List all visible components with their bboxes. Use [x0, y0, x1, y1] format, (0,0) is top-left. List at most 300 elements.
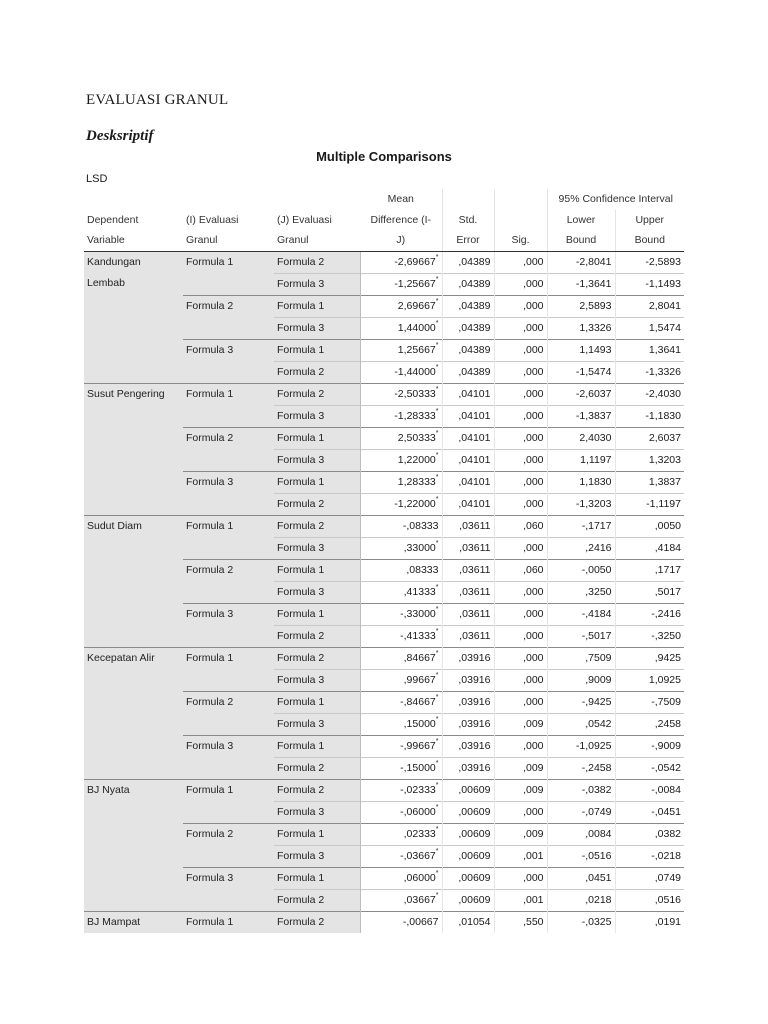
header-mean-diff-1: Mean	[360, 189, 442, 210]
header-mean-diff-2: Difference (I-	[360, 210, 442, 231]
significance-star: *	[435, 649, 439, 657]
lower-bound-cell: -1,0925	[547, 735, 615, 757]
significance-star: *	[435, 407, 439, 415]
mean-difference-value: ,02333	[403, 827, 436, 840]
lower-bound-cell: -,0516	[547, 845, 615, 867]
mean-difference-value: -,84667	[400, 695, 436, 708]
j-evaluasi-cell: Formula 2	[274, 383, 360, 405]
mean-difference-value: ,15000	[403, 717, 436, 730]
sig-cell: ,000	[494, 537, 547, 559]
mean-difference-value: ,06000	[403, 871, 436, 884]
j-evaluasi-cell: Formula 1	[274, 867, 360, 889]
upper-bound-cell: -2,4030	[615, 383, 684, 405]
significance-star: *	[435, 627, 439, 635]
header-row-1	[84, 189, 684, 210]
lower-bound-cell: -,4184	[547, 603, 615, 625]
sig-cell: ,009	[494, 713, 547, 735]
j-evaluasi-cell: Formula 1	[274, 735, 360, 757]
i-evaluasi-cell: Formula 1	[183, 647, 274, 691]
lower-bound-cell: ,7509	[547, 647, 615, 669]
sig-cell: ,000	[494, 317, 547, 339]
mean-difference-cell	[360, 449, 442, 471]
significance-star: *	[435, 781, 439, 789]
mean-difference-cell	[360, 273, 442, 295]
j-evaluasi-cell: Formula 1	[274, 339, 360, 361]
sig-cell: ,000	[494, 603, 547, 625]
sig-cell: ,000	[494, 691, 547, 713]
sig-cell: ,000	[494, 581, 547, 603]
lower-bound-cell: -1,5474	[547, 361, 615, 383]
std-error-cell: ,04389	[442, 317, 494, 339]
mean-difference-cell	[360, 317, 442, 339]
std-error-cell: ,00609	[442, 867, 494, 889]
header-confidence-interval: 95% Confidence Interval	[558, 193, 673, 206]
i-evaluasi-cell: Formula 2	[183, 559, 274, 603]
header-dependent-1	[84, 189, 183, 210]
mean-difference-value: 1,28333	[397, 475, 436, 488]
significance-star: *	[435, 297, 439, 305]
mean-difference-value: ,03667	[403, 893, 436, 906]
table-row	[84, 911, 684, 933]
i-evaluasi-cell: Formula 1	[183, 251, 274, 295]
header-lower-2: Bound	[547, 230, 615, 251]
significance-star: *	[435, 737, 439, 745]
header-upper-1: Upper	[635, 213, 665, 226]
mean-difference-cell	[360, 647, 442, 669]
mean-difference-value: -1,44000	[394, 365, 436, 378]
mean-difference-cell	[360, 493, 442, 515]
i-evaluasi-cell: Formula 2	[183, 427, 274, 471]
header-sig-1	[494, 189, 547, 210]
j-evaluasi-cell: Formula 3	[274, 405, 360, 427]
mean-difference-value: 1,44000	[397, 321, 436, 334]
mean-difference-cell	[360, 713, 442, 735]
lower-bound-cell: ,2416	[547, 537, 615, 559]
upper-bound-cell: -,7509	[615, 691, 684, 713]
mean-difference-cell	[360, 559, 442, 581]
mean-difference-value: -,08333	[402, 519, 439, 532]
table-body	[84, 251, 684, 933]
upper-bound-cell: ,2458	[615, 713, 684, 735]
mean-difference-value: -,41333	[400, 629, 436, 642]
sig-cell: ,000	[494, 471, 547, 493]
sig-cell: ,009	[494, 757, 547, 779]
mean-difference-value: ,08333	[406, 563, 439, 576]
std-error-cell: ,01054	[442, 911, 494, 933]
lower-bound-cell: 1,1197	[547, 449, 615, 471]
header-lower-1: Lower	[547, 210, 615, 231]
mean-difference-cell	[360, 735, 442, 757]
significance-star: *	[435, 253, 439, 261]
mean-difference-cell	[360, 295, 442, 317]
mean-difference-value: -,03667	[400, 849, 436, 862]
mean-difference-value: 1,25667	[397, 343, 436, 356]
std-error-cell: ,03611	[442, 603, 494, 625]
sig-cell: ,000	[494, 405, 547, 427]
mean-difference-value: ,41333	[403, 585, 436, 598]
std-error-cell: ,04101	[442, 427, 494, 449]
lower-bound-cell: -2,6037	[547, 383, 615, 405]
sig-cell: ,000	[494, 295, 547, 317]
j-evaluasi-cell: Formula 2	[274, 911, 360, 933]
upper-bound-cell: 2,8041	[615, 295, 684, 317]
i-evaluasi-cell: Formula 1	[183, 515, 274, 559]
header-upper-2: Bound	[615, 230, 684, 251]
mean-difference-cell	[360, 515, 442, 537]
std-error-cell: ,03611	[442, 515, 494, 537]
std-error-cell: ,00609	[442, 845, 494, 867]
header-std-error-2: Std.	[442, 210, 494, 231]
mean-difference-cell	[360, 691, 442, 713]
upper-bound-cell: ,0191	[615, 911, 684, 933]
significance-star: *	[435, 539, 439, 547]
sig-cell: ,000	[494, 801, 547, 823]
table-title: Multiple Comparisons	[316, 149, 452, 164]
lower-bound-cell: -,0050	[547, 559, 615, 581]
significance-star: *	[435, 583, 439, 591]
header-row-3	[84, 230, 684, 251]
significance-star: *	[435, 803, 439, 811]
i-evaluasi-cell: Formula 2	[183, 295, 274, 339]
i-evaluasi-cell: Formula 3	[183, 339, 274, 383]
i-evaluasi-cell: Formula 1	[183, 911, 274, 933]
mean-difference-cell	[360, 427, 442, 449]
mean-difference-value: -,02333	[400, 783, 436, 796]
header-std-error-1	[442, 189, 494, 210]
mean-difference-value: -2,69667	[394, 255, 436, 268]
header-mean-diff-3: J)	[360, 230, 442, 251]
dependent-variable-cell: Sudut Diam	[84, 515, 183, 647]
lower-bound-cell: -,0749	[547, 801, 615, 823]
significance-star: *	[435, 429, 439, 437]
j-evaluasi-cell: Formula 3	[274, 713, 360, 735]
sig-cell: ,000	[494, 647, 547, 669]
mean-difference-value: -,00667	[402, 915, 439, 928]
lower-bound-cell: -,9425	[547, 691, 615, 713]
upper-bound-cell: ,0516	[615, 889, 684, 911]
lower-bound-cell: -,5017	[547, 625, 615, 647]
mean-difference-cell	[360, 471, 442, 493]
upper-bound-cell: ,5017	[615, 581, 684, 603]
mean-difference-value: -,33000	[400, 607, 436, 620]
mean-difference-cell	[360, 603, 442, 625]
std-error-cell: ,00609	[442, 801, 494, 823]
header-row-2	[84, 210, 684, 231]
significance-star: *	[435, 319, 439, 327]
mean-difference-value: -,06000	[400, 805, 436, 818]
table-row	[84, 251, 684, 273]
mean-difference-value: 1,22000	[397, 453, 436, 466]
header-sig: Sig.	[494, 230, 547, 251]
lower-bound-cell: -1,3203	[547, 493, 615, 515]
mean-difference-value: 2,50333	[397, 431, 436, 444]
lower-bound-cell: -,0325	[547, 911, 615, 933]
upper-bound-cell: ,9425	[615, 647, 684, 669]
header-i-eval-1	[183, 189, 274, 210]
significance-star: *	[435, 891, 439, 899]
mean-difference-value: ,99667	[403, 673, 436, 686]
std-error-cell: ,04389	[442, 251, 494, 273]
j-evaluasi-cell: Formula 2	[274, 515, 360, 537]
mean-difference-value: ,33000	[403, 541, 436, 554]
j-evaluasi-cell: Formula 1	[274, 603, 360, 625]
std-error-cell: ,03916	[442, 691, 494, 713]
j-evaluasi-cell: Formula 3	[274, 537, 360, 559]
sig-cell: ,009	[494, 779, 547, 801]
significance-star: *	[435, 363, 439, 371]
std-error-cell: ,03916	[442, 647, 494, 669]
lower-bound-cell: 1,3326	[547, 317, 615, 339]
upper-bound-cell: 2,6037	[615, 427, 684, 449]
sig-cell: ,000	[494, 383, 547, 405]
upper-bound-cell: -2,5893	[615, 251, 684, 273]
j-evaluasi-cell: Formula 1	[274, 823, 360, 845]
upper-bound-cell: 1,5474	[615, 317, 684, 339]
lower-bound-cell: -1,3641	[547, 273, 615, 295]
mean-difference-cell	[360, 757, 442, 779]
std-error-cell: ,03611	[442, 559, 494, 581]
significance-star: *	[435, 825, 439, 833]
header-j-eval-1	[274, 189, 360, 210]
mean-difference-cell	[360, 383, 442, 405]
upper-bound-cell: -,0542	[615, 757, 684, 779]
significance-star: *	[435, 715, 439, 723]
std-error-cell: ,04101	[442, 383, 494, 405]
header-i-eval-3: Granul	[183, 230, 274, 251]
sig-cell: ,000	[494, 735, 547, 757]
lower-bound-cell: ,0451	[547, 867, 615, 889]
upper-bound-cell: -,0451	[615, 801, 684, 823]
j-evaluasi-cell: Formula 3	[274, 317, 360, 339]
significance-star: *	[435, 605, 439, 613]
sig-cell: ,001	[494, 845, 547, 867]
dependent-variable-cell: BJ Nyata	[84, 779, 183, 911]
j-evaluasi-cell: Formula 2	[274, 251, 360, 273]
lower-bound-cell: -1,3837	[547, 405, 615, 427]
upper-bound-cell: -,0084	[615, 779, 684, 801]
mean-difference-cell	[360, 361, 442, 383]
lower-bound-cell: -,0382	[547, 779, 615, 801]
mean-difference-value: ,84667	[403, 651, 436, 664]
j-evaluasi-cell: Formula 1	[274, 295, 360, 317]
significance-star: *	[435, 693, 439, 701]
std-error-cell: ,00609	[442, 823, 494, 845]
header-sig-2	[494, 210, 547, 231]
j-evaluasi-cell: Formula 1	[274, 559, 360, 581]
dependent-variable-cell: Kecepatan Alir	[84, 647, 183, 779]
i-evaluasi-cell: Formula 1	[183, 383, 274, 427]
mean-difference-cell	[360, 801, 442, 823]
upper-bound-cell: ,4184	[615, 537, 684, 559]
significance-star: *	[435, 869, 439, 877]
table-row	[84, 383, 684, 405]
j-evaluasi-cell: Formula 2	[274, 779, 360, 801]
lower-bound-cell: ,0542	[547, 713, 615, 735]
std-error-cell: ,04101	[442, 405, 494, 427]
j-evaluasi-cell: Formula 3	[274, 801, 360, 823]
sig-cell: ,000	[494, 339, 547, 361]
mean-difference-cell	[360, 537, 442, 559]
i-evaluasi-cell: Formula 3	[183, 735, 274, 779]
i-evaluasi-cell: Formula 1	[183, 779, 274, 823]
table-row	[84, 779, 684, 801]
significance-star: *	[435, 671, 439, 679]
lower-bound-cell: -,1717	[547, 515, 615, 537]
upper-bound-cell: -,3250	[615, 625, 684, 647]
j-evaluasi-cell: Formula 2	[274, 647, 360, 669]
std-error-cell: ,04389	[442, 339, 494, 361]
significance-star: *	[435, 759, 439, 767]
upper-bound-cell: ,0749	[615, 867, 684, 889]
std-error-cell: ,04101	[442, 471, 494, 493]
mean-difference-value: -1,28333	[394, 409, 436, 422]
mean-difference-value: 2,69667	[397, 299, 436, 312]
upper-bound-cell: ,0050	[615, 515, 684, 537]
j-evaluasi-cell: Formula 1	[274, 427, 360, 449]
j-evaluasi-cell: Formula 2	[274, 361, 360, 383]
sig-cell: ,000	[494, 251, 547, 273]
upper-bound-cell: ,1717	[615, 559, 684, 581]
mean-difference-cell	[360, 779, 442, 801]
section-subheading: Desksriptif	[86, 128, 154, 144]
upper-bound-cell: 1,0925	[615, 669, 684, 691]
sig-cell: ,000	[494, 427, 547, 449]
upper-bound-cell: 1,3837	[615, 471, 684, 493]
upper-bound-cell: ,0382	[615, 823, 684, 845]
dependent-variable-cell: BJ Mampat	[84, 911, 183, 933]
mean-difference-cell	[360, 405, 442, 427]
j-evaluasi-cell: Formula 1	[274, 691, 360, 713]
mean-difference-value: -,15000	[400, 761, 436, 774]
sig-cell: ,000	[494, 669, 547, 691]
i-evaluasi-cell: Formula 3	[183, 867, 274, 911]
std-error-cell: ,04101	[442, 449, 494, 471]
header-j-eval-3: Granul	[274, 230, 360, 251]
upper-bound-cell: -,0218	[615, 845, 684, 867]
sig-cell: ,060	[494, 559, 547, 581]
mean-difference-value: -,99667	[400, 739, 436, 752]
mean-difference-cell	[360, 625, 442, 647]
sig-cell: ,000	[494, 361, 547, 383]
std-error-cell: ,04101	[442, 493, 494, 515]
mean-difference-value: -1,22000	[394, 497, 436, 510]
significance-star: *	[435, 847, 439, 855]
sig-cell: ,000	[494, 449, 547, 471]
j-evaluasi-cell: Formula 2	[274, 889, 360, 911]
upper-bound-cell: -1,3326	[615, 361, 684, 383]
sig-cell: ,001	[494, 889, 547, 911]
upper-bound-cell: -1,1493	[615, 273, 684, 295]
significance-star: *	[435, 275, 439, 283]
std-error-cell: ,03916	[442, 669, 494, 691]
method-label: LSD	[86, 173, 108, 185]
mean-difference-value: -2,50333	[394, 387, 436, 400]
j-evaluasi-cell: Formula 1	[274, 471, 360, 493]
significance-star: *	[435, 473, 439, 481]
dependent-variable-cell: Kandungan Lembab	[84, 251, 183, 383]
std-error-cell: ,03916	[442, 757, 494, 779]
std-error-cell: ,00609	[442, 779, 494, 801]
table-row	[84, 515, 684, 537]
header-i-eval-2: (I) Evaluasi	[186, 213, 239, 226]
sig-cell: ,060	[494, 515, 547, 537]
j-evaluasi-cell: Formula 2	[274, 493, 360, 515]
std-error-cell: ,03611	[442, 537, 494, 559]
significance-star: *	[435, 385, 439, 393]
sig-cell: ,000	[494, 625, 547, 647]
lower-bound-cell: -,2458	[547, 757, 615, 779]
std-error-cell: ,03916	[442, 713, 494, 735]
lower-bound-cell: ,3250	[547, 581, 615, 603]
lower-bound-cell: ,0084	[547, 823, 615, 845]
upper-bound-cell: 1,3203	[615, 449, 684, 471]
mean-difference-value: -1,25667	[394, 277, 436, 290]
j-evaluasi-cell: Formula 3	[274, 669, 360, 691]
significance-star: *	[435, 451, 439, 459]
upper-bound-cell: -,2416	[615, 603, 684, 625]
std-error-cell: ,04389	[442, 361, 494, 383]
i-evaluasi-cell: Formula 3	[183, 603, 274, 647]
j-evaluasi-cell: Formula 3	[274, 845, 360, 867]
lower-bound-cell: 1,1493	[547, 339, 615, 361]
j-evaluasi-cell: Formula 3	[274, 581, 360, 603]
upper-bound-cell: -,9009	[615, 735, 684, 757]
mean-difference-cell	[360, 251, 442, 273]
lower-bound-cell: 2,5893	[547, 295, 615, 317]
lower-bound-cell: 1,1830	[547, 471, 615, 493]
j-evaluasi-cell: Formula 3	[274, 449, 360, 471]
std-error-cell: ,03916	[442, 735, 494, 757]
mean-difference-cell	[360, 889, 442, 911]
mean-difference-cell	[360, 823, 442, 845]
j-evaluasi-cell: Formula 2	[274, 757, 360, 779]
std-error-cell: ,03611	[442, 581, 494, 603]
mean-difference-cell	[360, 669, 442, 691]
std-error-cell: ,04389	[442, 273, 494, 295]
sig-cell: ,550	[494, 911, 547, 933]
significance-star: *	[435, 495, 439, 503]
lower-bound-cell: 2,4030	[547, 427, 615, 449]
i-evaluasi-cell: Formula 3	[183, 471, 274, 515]
page-heading: EVALUASI GRANUL	[86, 92, 229, 108]
lower-bound-cell: ,0218	[547, 889, 615, 911]
j-evaluasi-cell: Formula 2	[274, 625, 360, 647]
mean-difference-cell	[360, 911, 442, 933]
std-error-cell: ,00609	[442, 889, 494, 911]
lower-bound-cell: ,9009	[547, 669, 615, 691]
std-error-cell: ,03611	[442, 625, 494, 647]
multiple-comparisons-table	[84, 189, 684, 933]
mean-difference-cell	[360, 339, 442, 361]
header-dependent-3: Variable	[84, 230, 183, 251]
mean-difference-cell	[360, 845, 442, 867]
header-std-error-3: Error	[442, 230, 494, 251]
j-evaluasi-cell: Formula 3	[274, 273, 360, 295]
std-error-cell: ,04389	[442, 295, 494, 317]
mean-difference-cell	[360, 581, 442, 603]
mean-difference-cell	[360, 867, 442, 889]
table-row	[84, 647, 684, 669]
i-evaluasi-cell: Formula 2	[183, 691, 274, 735]
sig-cell: ,009	[494, 823, 547, 845]
lower-bound-cell: -2,8041	[547, 251, 615, 273]
dependent-variable-cell: Susut Pengering	[84, 383, 183, 515]
upper-bound-cell: -1,1830	[615, 405, 684, 427]
upper-bound-cell: 1,3641	[615, 339, 684, 361]
header-j-eval-2: (J) Evaluasi	[277, 213, 332, 226]
sig-cell: ,000	[494, 493, 547, 515]
i-evaluasi-cell: Formula 2	[183, 823, 274, 867]
